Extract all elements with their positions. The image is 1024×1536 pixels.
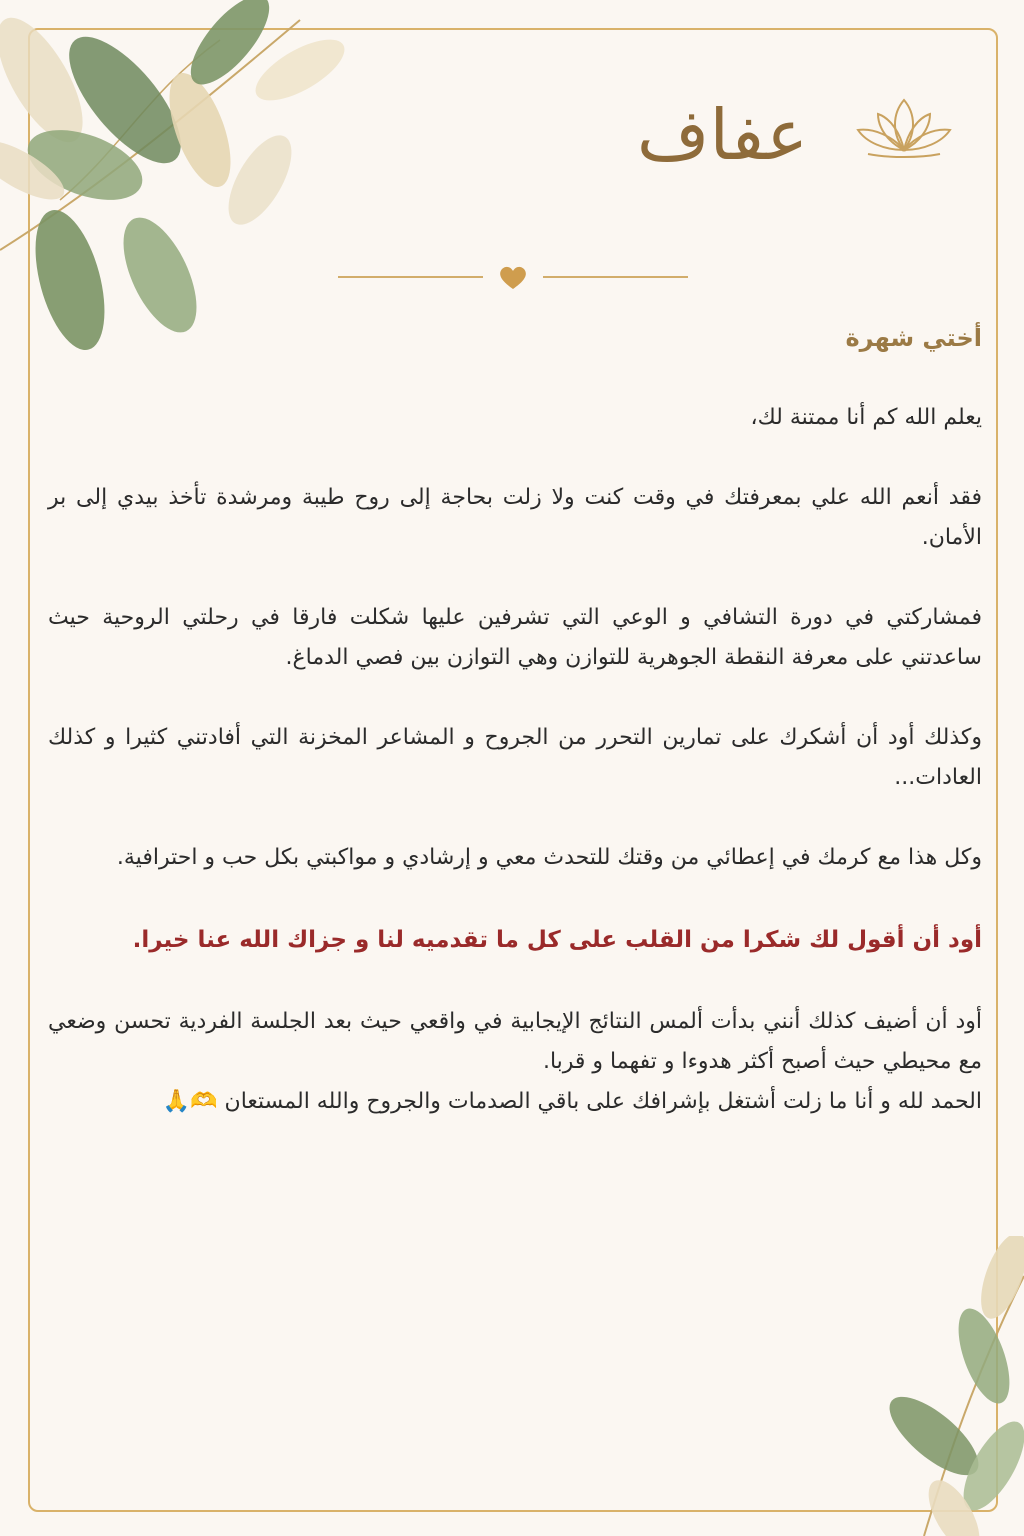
heart-divider xyxy=(338,262,688,292)
paragraph: فقد أنعم الله علي بمعرفتك في وقت كنت ولا زلت بحاجة إلى روح طيبة ومرشدة تأخذ بيدي إلى بر الأمان. xyxy=(48,485,982,550)
paragraph: وكل هذا مع كرمك في إعطائي من وقتك للتحدث معي و إرشادي و مواكبتي بكل حب و احترافية. xyxy=(116,845,982,870)
heart-icon xyxy=(500,267,526,289)
paragraph: يعلم الله كم أنا ممتنة لك، xyxy=(750,405,982,430)
closing-paragraph: الحمد لله و أنا ما زلت أشتغل بإشرافك على باقي الصدمات والجروح والله المستعان 🫶🙏 xyxy=(162,1089,982,1114)
letter-body xyxy=(48,318,982,1122)
paragraph: فمشاركتي في دورة التشافي و الوعي التي تشرفين عليها شكلت فارقا في رحلتي الروحية حيث ساعدتني على معرفة النقطة الجوهرية للتوازن وهي التوازن بين فصي الدماغ. xyxy=(48,605,982,670)
leaf-branch-icon xyxy=(864,1236,1024,1536)
greeting: أختي شهرة xyxy=(845,324,982,352)
thanks-highlight: أود أن أقول لك شكرا من القلب على كل ما تقدميه لنا و جزاك الله عنا خيرا. xyxy=(132,927,982,953)
paragraph: وكذلك أود أن أشكرك على تمارين التحرر من الجروح و المشاعر المخزنة التي أفادتني كثيرا و كذلك العادات... xyxy=(48,725,982,790)
lotus-icon xyxy=(848,92,960,162)
leaf-branch-icon xyxy=(0,0,380,360)
closing-paragraph: أود أن أضيف كذلك أنني بدأت ألمس النتائج الإيجابية في واقعي حيث بعد الجلسة الفردية تحسن وضعي مع محيطي حيث أصبح أكثر هدوءا و تفهما و قربا. xyxy=(48,1009,982,1074)
page-title: عفاف xyxy=(636,94,808,176)
